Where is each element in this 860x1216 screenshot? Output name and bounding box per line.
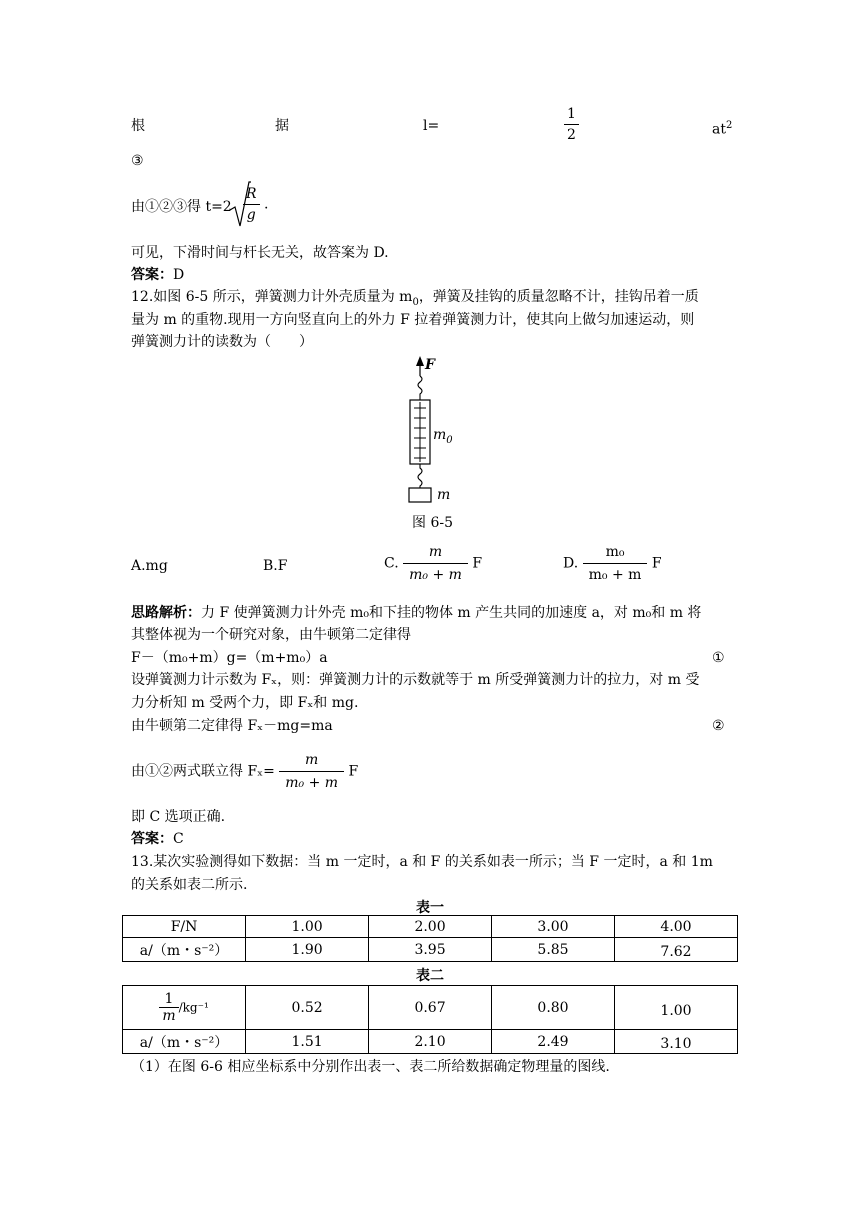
table-cell: 2.10	[369, 1030, 492, 1054]
answer-2: 答案：C	[131, 831, 184, 847]
q12-line3: 弹簧测力计的读数为（ ）	[131, 334, 313, 350]
table-cell: 1.00	[614, 986, 737, 1030]
table-cell: 1.90	[246, 938, 369, 962]
option-d: D. $\frac{\text{m₀}}{\text{m₀ + m}}$ F	[563, 541, 662, 586]
equation-1: F－（m₀+m）g=（m+m₀）a	[131, 650, 328, 666]
figure-caption: 图 6-5	[412, 515, 453, 531]
table-cell: 3.10	[614, 1030, 737, 1054]
figure-m0-label: $m_0$	[433, 427, 453, 446]
table-cell: a/（m・s⁻²）	[123, 1030, 246, 1054]
result-t-line: 由①②③得 t=2	[131, 199, 232, 215]
table-row	[123, 916, 738, 938]
table-cell: 7.62	[614, 938, 737, 962]
table-row	[123, 938, 738, 962]
figure-m-label: m	[437, 487, 451, 503]
q12-line1: 12.如图 6-5 所示，弹簧测力计外壳质量为 $m_0$，弹簧及挂钩的质量忽略不计，挂钩吊着一质	[131, 289, 699, 308]
sqrt-fraction: $\frac{R}{g}$ .	[243, 184, 268, 225]
table-row	[123, 1030, 738, 1054]
option-b: B.F	[263, 558, 288, 574]
eq-mark-1: ①	[712, 650, 725, 666]
table-1	[122, 915, 738, 962]
analysis-line2: 其整体视为一个研究对象，由牛顿第二定律得	[131, 627, 411, 643]
conclusion: 即 C 选项正确.	[131, 809, 226, 825]
table-cell: 3.95	[369, 938, 492, 962]
equation-2: 由牛顿第二定律得 Fₓ－mg=ma	[131, 718, 333, 734]
option-a: A.mg	[131, 558, 168, 574]
table-cell: 3.00	[492, 916, 615, 938]
gen-label-a: 根	[131, 118, 145, 134]
gen-label-l: l=	[423, 118, 440, 134]
table-cell: 0.52	[246, 986, 369, 1030]
table-cell: 1.51	[246, 1030, 369, 1054]
answer-1: 答案：D	[131, 267, 185, 283]
table-cell: 1.00	[246, 916, 369, 938]
analysis-line4: 力分析知 m 受两个力，即 Fₓ和 mg.	[131, 695, 359, 711]
table-cell: F/N	[123, 916, 246, 938]
analysis-line1: 思路解析：力 F 使弹簧测力计外壳 m₀和下挂的物体 m 产生共同的加速度 a，对 m₀和 m 将	[131, 605, 702, 621]
gen-label-b: 据	[275, 118, 289, 134]
analysis-line3: 设弹簧测力计示数为 Fₓ，则：弹簧测力计的示数就等于 m 所受弹簧测力计的拉力，对 m 受	[131, 672, 700, 688]
option-c: C. $\frac{m}{\text{m₀ + m}}$ F	[384, 541, 482, 586]
result-fx: 由①②两式联立得 Fₓ= $\frac{m}{\text{m₀ + m}}$ F	[131, 749, 358, 794]
table-2	[122, 985, 738, 1054]
q12-line2: 量为 m 的重物.现用一方向竖直向上的外力 F 拉着弹簧测力计，使其向上做匀加速运动，则	[131, 312, 695, 328]
table-cell: 5.85	[492, 938, 615, 962]
q13-line1: 13.某次实验测得如下数据：当 m 一定时，a 和 F 的关系如表一所示；当 F 一定时，a 和 1m	[131, 854, 713, 870]
q13-line2: 的关系如表二所示.	[131, 877, 248, 893]
figure-f-label: F	[425, 357, 435, 373]
table-cell: a/（m・s⁻²）	[123, 938, 246, 962]
table-cell: 2.49	[492, 1030, 615, 1054]
table-cell: $\frac{1}{m}$ /kg⁻¹	[123, 986, 246, 1030]
half-fraction: $\frac{1}{2}$	[564, 104, 579, 145]
table1-caption: 表一	[416, 900, 444, 916]
table-cell: 0.67	[369, 986, 492, 1030]
eq-mark-2: ②	[712, 718, 725, 734]
q13-task-1: （1）在图 6-6 相应坐标系中分别作出表一、表二所给数据确定物理量的图线.	[131, 1059, 610, 1075]
table-row	[123, 986, 738, 1030]
table-cell: 0.80	[492, 986, 615, 1030]
table-cell: 2.00	[369, 916, 492, 938]
visible-line: 可见，下滑时间与杆长无关，故答案为 D.	[131, 245, 389, 261]
table-cell: 4.00	[614, 916, 737, 938]
eq-mark-3: ③	[131, 153, 144, 169]
gen-label-at: $at^2$	[712, 120, 733, 138]
table2-caption: 表二	[416, 968, 444, 984]
